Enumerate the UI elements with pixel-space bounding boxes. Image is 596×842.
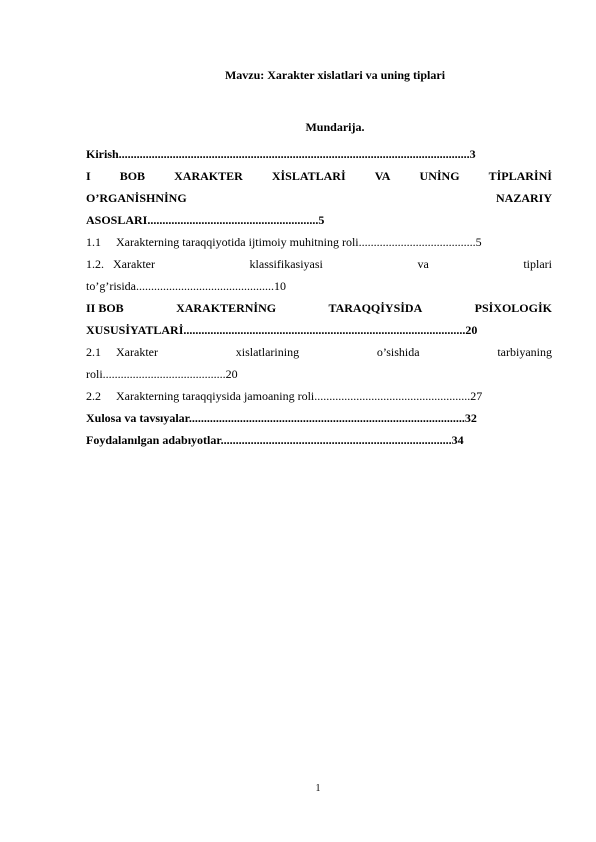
toc-word: O’RGANİSHNİNG [86, 191, 187, 205]
toc-word: PSİXOLOGİK [474, 301, 552, 315]
toc-word: va [417, 257, 429, 271]
toc-entry-2-2: 2.2 Xarakterning taraqqiysida jamoaning roli....................................................27 [86, 389, 483, 403]
toc-entry-chapter-2 [86, 297, 552, 319]
toc-entry-chapter-1-cont [86, 187, 552, 209]
toc-word: tiplari [523, 257, 552, 271]
toc-word: XARAKTERNİNG [176, 301, 277, 315]
toc-entry-chapter-2-page: XUSUSİYATLARİ..............................................................................................20 [86, 323, 478, 337]
toc-word: XİSLATLARİ [271, 169, 346, 183]
toc-entry-2-1-page: roli.........................................20 [86, 367, 238, 381]
toc-word: 2.1 Xarakter [86, 345, 158, 359]
contents-heading: Mundarija. [305, 120, 365, 134]
toc-entry-kirish: Kirish.....................................................................................................................3 [86, 147, 476, 161]
toc-word: NAZARIY [495, 191, 552, 205]
document-title: Mavzu: Xarakter xislatlari va uning tiplari [224, 68, 446, 82]
toc-word: xislatlarining [235, 345, 300, 359]
toc-entry-1-2 [86, 253, 552, 275]
toc-entry-adabiyot: Foydalanılgan adabıyotlar.............................................................................34 [86, 433, 464, 447]
toc-word: klassifikasiyasi [249, 257, 323, 271]
toc-word: BOB [119, 169, 146, 183]
toc-word: 1.2. Xarakter [86, 257, 155, 271]
toc-word: XARAKTER [174, 169, 243, 183]
toc-word: TİPLARİNİ [488, 169, 552, 183]
toc-word: TARAQQİYSİDA [328, 301, 423, 315]
toc-word: II BOB [86, 301, 124, 315]
toc-word: tarbiyaning [497, 345, 552, 359]
table-of-contents [86, 143, 552, 451]
toc-entry-1-2-page: to’g’risida..............................................10 [86, 279, 286, 293]
page-number: 1 [315, 783, 321, 794]
toc-word: o’sishida [376, 345, 420, 359]
toc-word: VA [374, 169, 391, 183]
toc-entry-2-1 [86, 341, 552, 363]
toc-entry-chapter-1-page: ASOSLARI.........................................................5 [86, 213, 325, 227]
toc-entry-1-1: 1.1 Xarakterning taraqqiyotida ijtimoiy muhitning roli.......................................5 [86, 235, 482, 249]
toc-entry-chapter-1 [86, 165, 552, 187]
toc-word: I [86, 169, 91, 183]
toc-word: UNİNG [419, 169, 460, 183]
toc-entry-xulosa: Xulosa va tavsıyalar............................................................................................32 [86, 411, 477, 425]
